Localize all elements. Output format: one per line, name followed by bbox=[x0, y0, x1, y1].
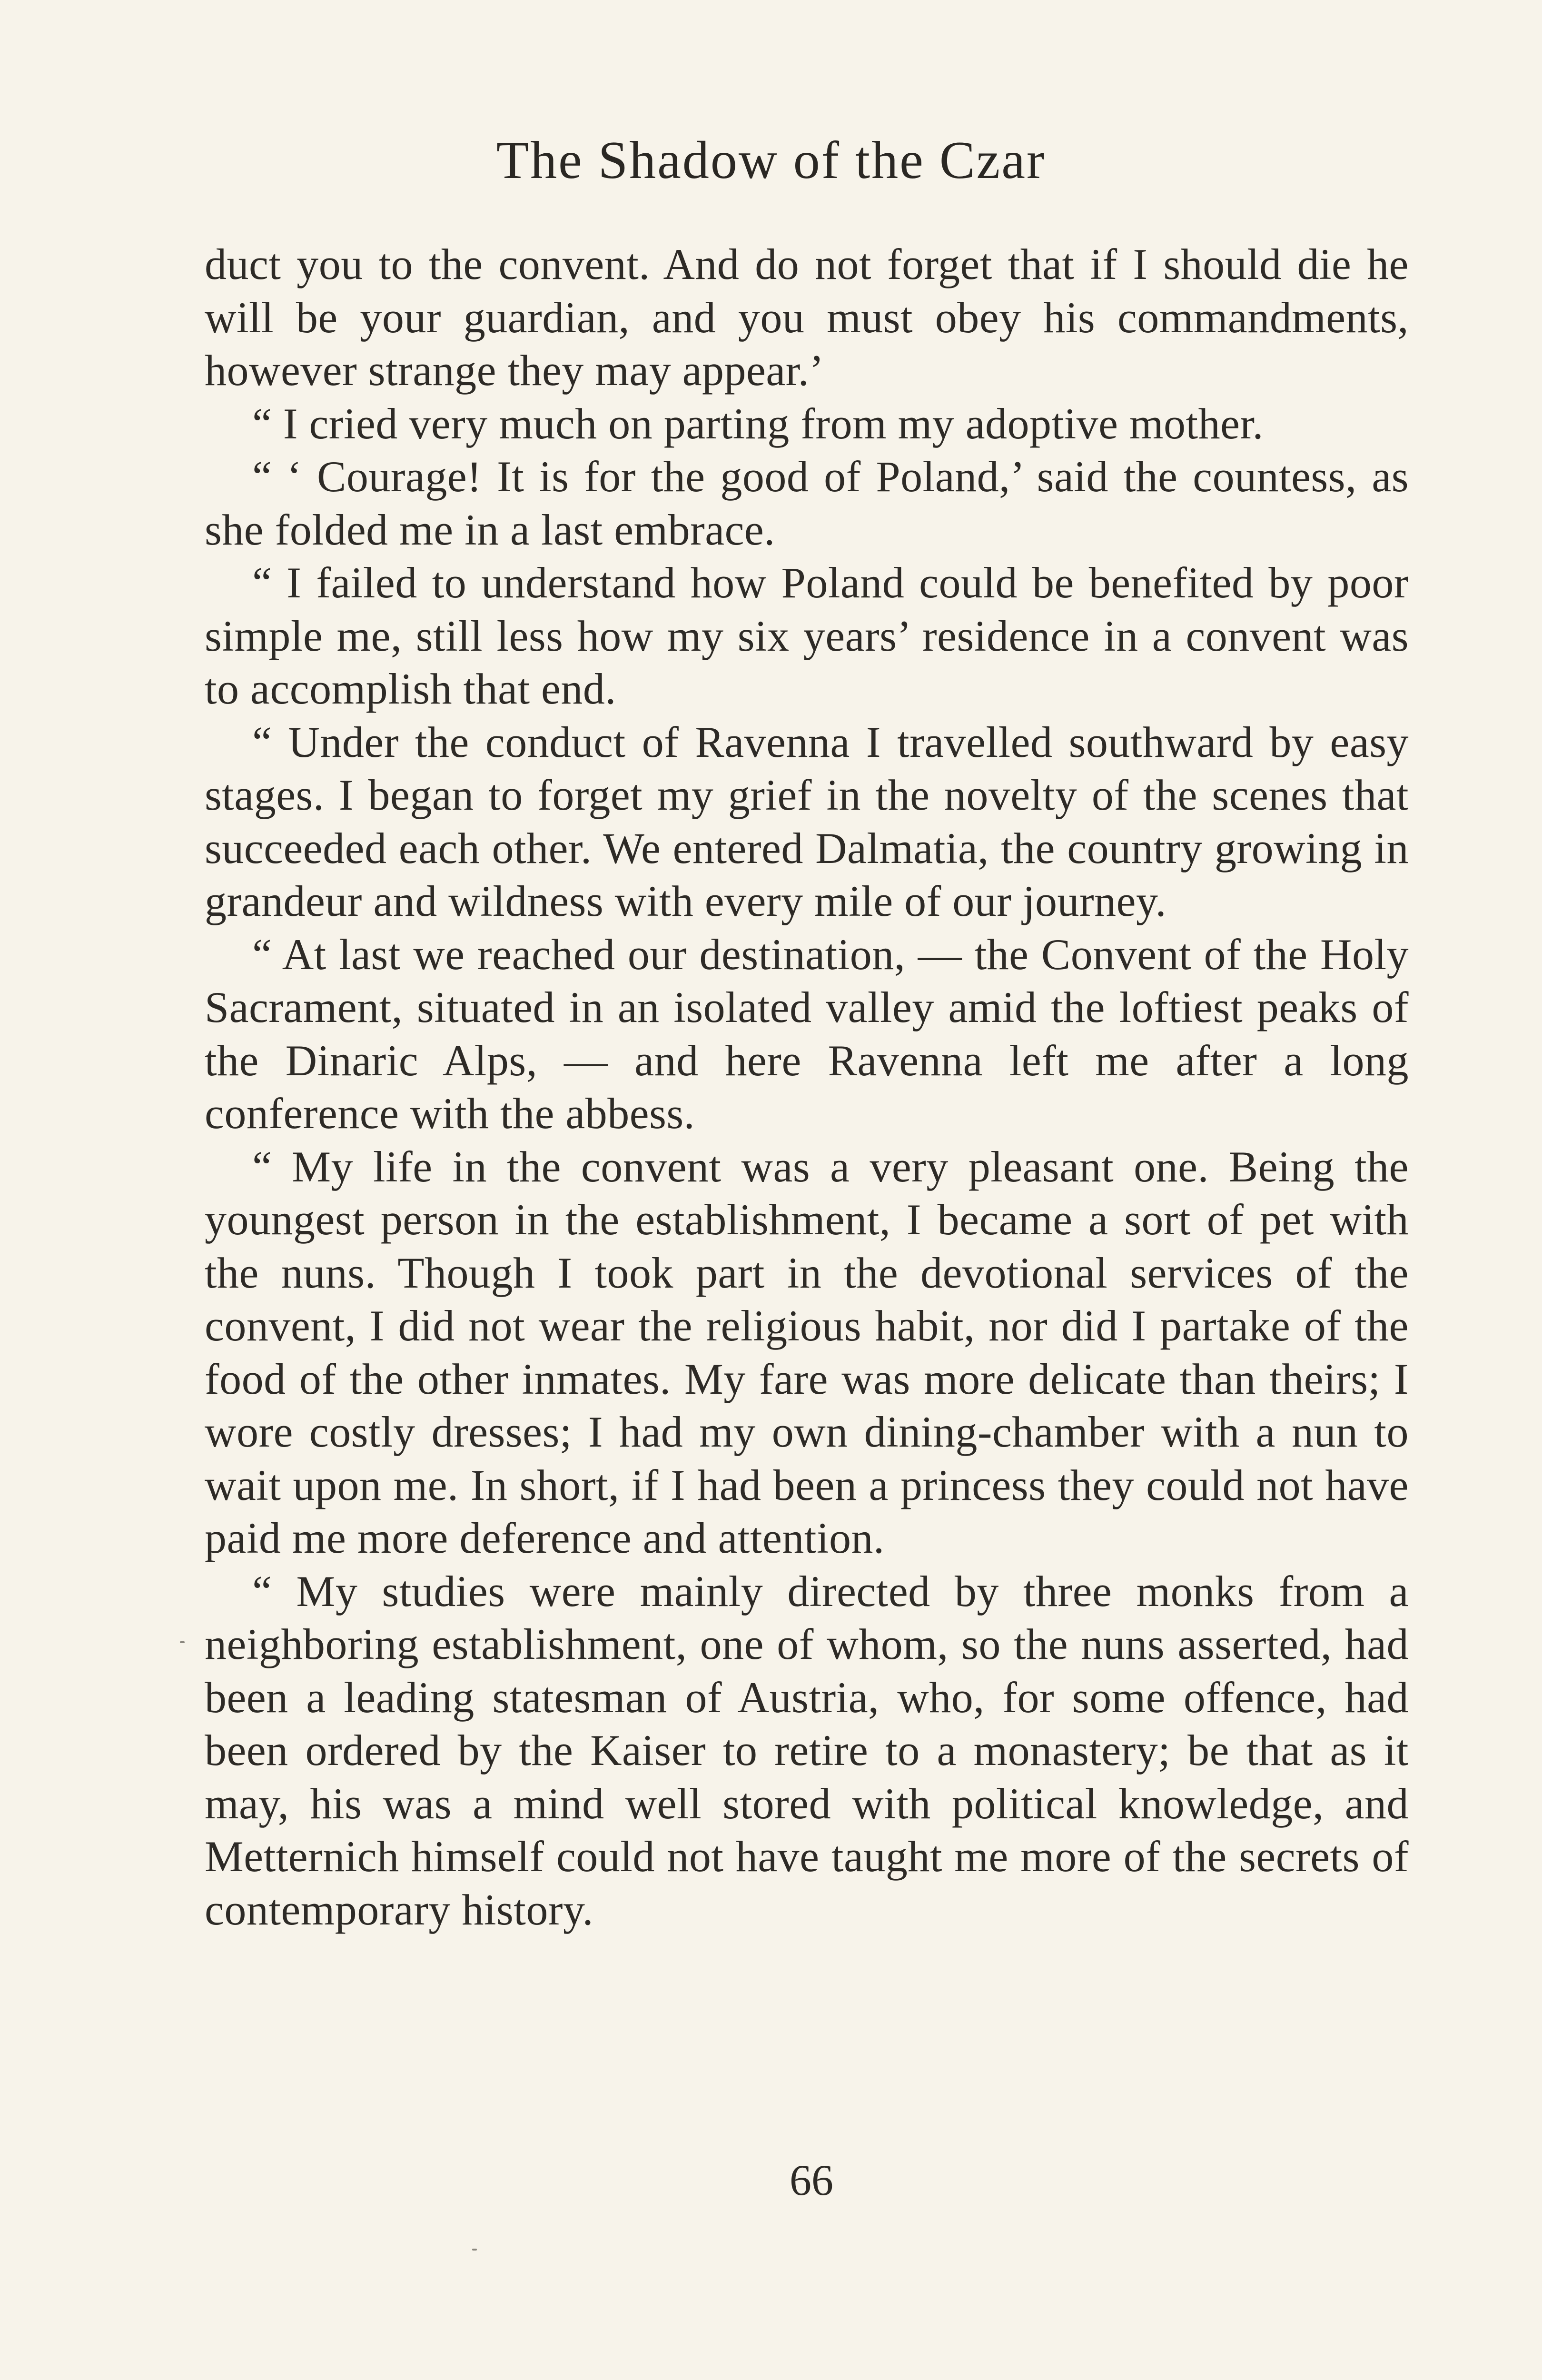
paragraph-continued: duct you to the convent. And do not forget that if I should die he will be your guardian, and you must obey his commandments, however strange they may appear.’ bbox=[205, 240, 1409, 395]
paragraph: “ Under the conduct of Ravenna I travelled southward by easy stages. I began to forget my grief in the novelty of the scenes that succeeded each other. We entered Dalmatia, the country growing in grandeur and wildness with every mile of our journey. bbox=[205, 717, 1409, 925]
page-number: 66 bbox=[790, 2156, 833, 2204]
paragraph: “ ‘ Courage! It is for the good of Poland,’ said the countess, as she folded me in a last embrace. bbox=[205, 452, 1409, 554]
paragraph: “ I failed to understand how Poland could be benefited by poor simple me, still less how my six years’ residence in a convent was to accomplish that end. bbox=[205, 558, 1409, 713]
paragraph: “ At last we reached our destination, — the Convent of the Holy Sacrament, situated in an isolated valley amid the loftiest peaks of the Dinaric Alps, — and here Ravenna left me after a long conference with the abbess. bbox=[205, 930, 1409, 1138]
body-text bbox=[205, 238, 1409, 1936]
paragraph: “ My life in the convent was a very pleasant one. Being the youngest person in the establishment, I became a sort of pet with the nuns. Though I took part in the devotional services of the convent, I did not wear the religious habit, nor did I partake of the food of the other inmates. My fare was more delicate than theirs; I wore costly dresses; I had my own dining-chamber with a nun to wait upon me. In short, if I had been a princess they could not have paid me more deference and attention. bbox=[205, 1142, 1409, 1562]
running-title: The Shadow of the Czar bbox=[496, 131, 1046, 190]
paragraph: “ I cried very much on parting from my adoptive mother. bbox=[252, 399, 1264, 448]
print-speck bbox=[472, 2249, 477, 2251]
print-speck bbox=[180, 1641, 185, 1643]
paragraph: “ My studies were mainly directed by three monks from a neighboring establishment, one of whom, so the nuns asserted, had been a leading statesman of Austria, who, for some offence, had been ordered by the Kaiser to retire to a monastery; be that as it may, his was a mind well stored with political knowledge, and Metternich himself could not have taught me more of the secrets of contemporary history. bbox=[205, 1567, 1409, 1934]
